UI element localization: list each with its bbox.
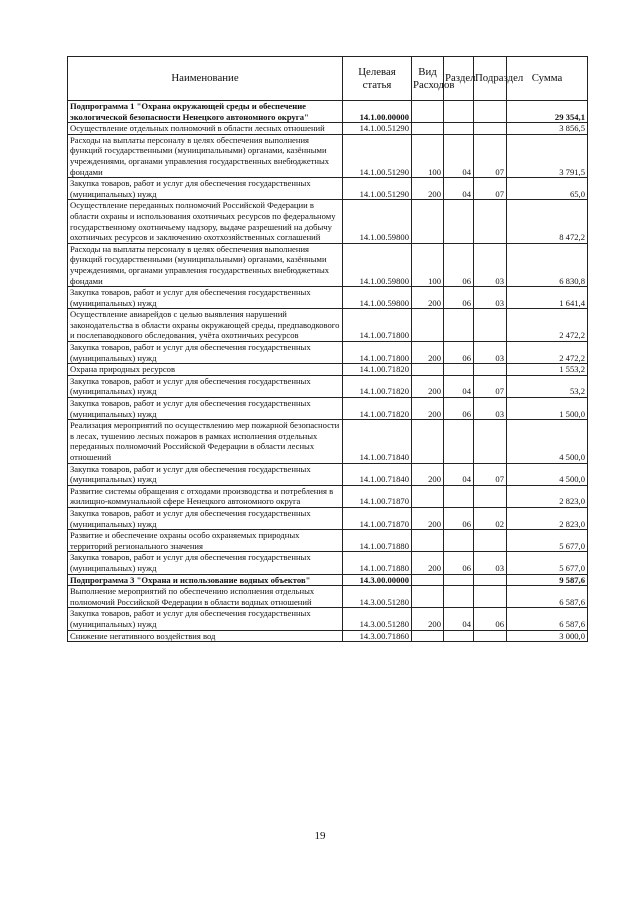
cell-razdel: [444, 420, 474, 463]
cell-razdel: 06: [444, 287, 474, 309]
cell-razdel: 06: [444, 342, 474, 364]
table-row: [68, 342, 588, 364]
cell-razdel: [444, 123, 474, 135]
cell-podrazdel: 03: [474, 342, 507, 364]
cell-summa: 4 500,0: [507, 463, 588, 485]
table-row: [68, 364, 588, 376]
cell-podrazdel: 07: [474, 178, 507, 200]
header-target: Целевая статья: [343, 57, 412, 101]
cell-podrazdel: [474, 586, 507, 608]
table-row: [68, 398, 588, 420]
cell-summa: 2 472,2: [507, 342, 588, 364]
cell-name: Осуществление отдельных полномочий в области лесных отношений: [68, 123, 343, 135]
cell-name: Развитие и обеспечение охраны особо охраняемых природных территорий регионального значения: [68, 530, 343, 552]
cell-razdel: 04: [444, 178, 474, 200]
cell-summa: 1 553,2: [507, 364, 588, 376]
cell-razdel: [444, 485, 474, 507]
cell-summa: 29 354,1: [507, 101, 588, 123]
cell-name: Расходы на выплаты персоналу в целях обеспечения выполнения функций государственными (муниципальными) органами, казёнными учреждениями, органами управления государственных внебюджетных фондами: [68, 243, 343, 286]
cell-vid: 200: [412, 398, 444, 420]
cell-name: Закупка товаров, работ и услуг для обеспечения государственных (муниципальных) нужд: [68, 398, 343, 420]
cell-name: Подпрограмма 1 "Охрана окружающей среды и обеспечение экологической безопасности Ненецкого автономного округа": [68, 101, 343, 123]
table-row: [68, 200, 588, 243]
cell-name: Осуществление авиарейдов с целью выявления нарушений законодательства в области охраны окружающей среды, предпаводкового и послепаводкового обследования, учёта охотничьих ресурсов: [68, 309, 343, 342]
cell-razdel: [444, 309, 474, 342]
cell-target-code: 14.1.00.51290: [343, 123, 412, 135]
cell-podrazdel: 07: [474, 134, 507, 177]
cell-target-code: 14.1.00.59800: [343, 287, 412, 309]
cell-target-code: 14.1.00.71880: [343, 530, 412, 552]
cell-name: Осуществление переданных полномочий Российской Федерации в области охраны и использования охотничьих ресурсов по федеральному государственному охотничьему надзору, выдаче разрешений на добычу охотничьих ресурсов и заключению охотхозяйственных соглашений: [68, 200, 343, 243]
table-row: [68, 309, 588, 342]
cell-summa: 5 677,0: [507, 530, 588, 552]
cell-razdel: [444, 200, 474, 243]
table-row: [68, 608, 588, 630]
table-row: [68, 243, 588, 286]
cell-podrazdel: [474, 485, 507, 507]
cell-summa: 3 000,0: [507, 630, 588, 642]
cell-target-code: 14.1.00.71820: [343, 364, 412, 376]
cell-name: Закупка товаров, работ и услуг для обеспечения государственных (муниципальных) нужд: [68, 287, 343, 309]
table-row: [68, 287, 588, 309]
cell-target-code: 14.1.00.51290: [343, 178, 412, 200]
header-razdel: Раздел: [444, 57, 474, 101]
cell-summa: 6 830,8: [507, 243, 588, 286]
cell-podrazdel: 07: [474, 463, 507, 485]
cell-podrazdel: [474, 420, 507, 463]
cell-razdel: [444, 101, 474, 123]
table-row: [68, 586, 588, 608]
cell-razdel: [444, 530, 474, 552]
cell-vid: 200: [412, 178, 444, 200]
cell-podrazdel: [474, 101, 507, 123]
cell-podrazdel: [474, 630, 507, 642]
cell-summa: 9 587,6: [507, 574, 588, 586]
table-row: [68, 530, 588, 552]
cell-summa: 2 823,0: [507, 485, 588, 507]
cell-name: Закупка товаров, работ и услуг для обеспечения государственных (муниципальных) нужд: [68, 342, 343, 364]
cell-razdel: 04: [444, 463, 474, 485]
cell-vid: 100: [412, 134, 444, 177]
cell-summa: 6 587,6: [507, 608, 588, 630]
cell-name: Закупка товаров, работ и услуг для обеспечения государственных (муниципальных) нужд: [68, 463, 343, 485]
cell-summa: 3 856,5: [507, 123, 588, 135]
cell-summa: 2 472,2: [507, 309, 588, 342]
cell-podrazdel: 07: [474, 375, 507, 397]
cell-summa: 6 587,6: [507, 586, 588, 608]
cell-razdel: 06: [444, 398, 474, 420]
cell-razdel: 04: [444, 134, 474, 177]
cell-name: Закупка товаров, работ и услуг для обеспечения государственных (муниципальных) нужд: [68, 552, 343, 574]
cell-target-code: 14.1.00.71840: [343, 420, 412, 463]
cell-vid: [412, 574, 444, 586]
page-number: 19: [314, 830, 326, 842]
cell-target-code: 14.1.00.71800: [343, 342, 412, 364]
table-row: [68, 123, 588, 135]
header-vid: Вид Расходов: [412, 57, 444, 101]
cell-name: Закупка товаров, работ и услуг для обеспечения государственных (муниципальных) нужд: [68, 608, 343, 630]
cell-razdel: [444, 364, 474, 376]
cell-podrazdel: [474, 530, 507, 552]
cell-vid: [412, 364, 444, 376]
cell-podrazdel: [474, 574, 507, 586]
cell-razdel: 06: [444, 507, 474, 529]
cell-vid: [412, 309, 444, 342]
cell-vid: [412, 630, 444, 642]
cell-podrazdel: [474, 309, 507, 342]
cell-vid: 200: [412, 608, 444, 630]
table-row: [68, 574, 588, 586]
cell-vid: 200: [412, 507, 444, 529]
header-podrazdel: Подраздел: [474, 57, 507, 101]
cell-vid: 100: [412, 243, 444, 286]
cell-summa: 1 641,4: [507, 287, 588, 309]
cell-target-code: 14.1.00.59800: [343, 243, 412, 286]
table-row: [68, 463, 588, 485]
cell-podrazdel: 06: [474, 608, 507, 630]
table-row: [68, 101, 588, 123]
cell-summa: 5 677,0: [507, 552, 588, 574]
cell-target-code: 14.3.00.00000: [343, 574, 412, 586]
cell-vid: 200: [412, 342, 444, 364]
cell-vid: [412, 485, 444, 507]
cell-summa: 1 500,0: [507, 398, 588, 420]
table-row: [68, 134, 588, 177]
cell-razdel: 04: [444, 375, 474, 397]
cell-target-code: 14.3.00.51280: [343, 608, 412, 630]
cell-summa: 53,2: [507, 375, 588, 397]
cell-razdel: [444, 630, 474, 642]
cell-vid: [412, 420, 444, 463]
cell-target-code: 14.1.00.71870: [343, 485, 412, 507]
cell-vid: [412, 530, 444, 552]
table-row: [68, 178, 588, 200]
cell-name: Развитие системы обращения с отходами производства и потребления в жилищно-коммунальной сфере Ненецкого автономного округа: [68, 485, 343, 507]
cell-podrazdel: 03: [474, 552, 507, 574]
cell-target-code: 14.1.00.71820: [343, 398, 412, 420]
cell-name: Выполнение мероприятий по обеспечению исполнения отдельных полномочий Российской Федерации в области водных отношений: [68, 586, 343, 608]
cell-name: Снижение негативного воздействия вод: [68, 630, 343, 642]
cell-razdel: 06: [444, 552, 474, 574]
cell-podrazdel: 02: [474, 507, 507, 529]
cell-name: Закупка товаров, работ и услуг для обеспечения государственных (муниципальных) нужд: [68, 375, 343, 397]
budget-table: [67, 56, 588, 642]
cell-summa: 3 791,5: [507, 134, 588, 177]
cell-vid: [412, 586, 444, 608]
cell-razdel: [444, 574, 474, 586]
table-row: [68, 375, 588, 397]
cell-target-code: 14.3.00.71860: [343, 630, 412, 642]
table-row: [68, 485, 588, 507]
cell-target-code: 14.1.00.71840: [343, 463, 412, 485]
cell-podrazdel: 03: [474, 287, 507, 309]
cell-target-code: 14.1.00.71870: [343, 507, 412, 529]
cell-target-code: 14.1.00.00000: [343, 101, 412, 123]
cell-target-code: 14.1.00.59800: [343, 200, 412, 243]
cell-razdel: [444, 586, 474, 608]
cell-target-code: 14.1.00.71880: [343, 552, 412, 574]
cell-podrazdel: [474, 200, 507, 243]
cell-summa: 8 472,2: [507, 200, 588, 243]
header-name: Наименование: [68, 57, 343, 101]
cell-name: Закупка товаров, работ и услуг для обеспечения государственных (муниципальных) нужд: [68, 178, 343, 200]
cell-name: Закупка товаров, работ и услуг для обеспечения государственных (муниципальных) нужд: [68, 507, 343, 529]
table-header-row: [68, 57, 588, 101]
cell-vid: 200: [412, 463, 444, 485]
header-summa: Сумма: [507, 57, 588, 101]
cell-summa: 4 500,0: [507, 420, 588, 463]
cell-name: Охрана природных ресурсов: [68, 364, 343, 376]
cell-target-code: 14.3.00.51280: [343, 586, 412, 608]
cell-podrazdel: [474, 123, 507, 135]
cell-podrazdel: 03: [474, 398, 507, 420]
table-row: [68, 630, 588, 642]
cell-target-code: 14.1.00.71820: [343, 375, 412, 397]
table-row: [68, 420, 588, 463]
cell-vid: [412, 101, 444, 123]
cell-target-code: 14.1.00.71800: [343, 309, 412, 342]
cell-vid: 200: [412, 287, 444, 309]
cell-razdel: 04: [444, 608, 474, 630]
cell-summa: 65,0: [507, 178, 588, 200]
cell-vid: 200: [412, 552, 444, 574]
cell-vid: [412, 123, 444, 135]
table-row: [68, 507, 588, 529]
cell-podrazdel: 03: [474, 243, 507, 286]
cell-podrazdel: [474, 364, 507, 376]
cell-name: Подпрограмма 3 "Охрана и использование водных объектов": [68, 574, 343, 586]
cell-vid: [412, 200, 444, 243]
cell-name: Расходы на выплаты персоналу в целях обеспечения выполнения функций государственными (муниципальными) органами, казёнными учреждениями, органами управления государственных внебюджетных фондами: [68, 134, 343, 177]
cell-name: Реализация мероприятий по осуществлению мер пожарной безопасности в лесах, тушению лесных пожаров в рамках исполнения отдельных переданных полномочий Российской Федерации в области лесных отношений: [68, 420, 343, 463]
cell-summa: 2 823,0: [507, 507, 588, 529]
table-body: [68, 101, 588, 642]
cell-target-code: 14.1.00.51290: [343, 134, 412, 177]
cell-razdel: 06: [444, 243, 474, 286]
cell-vid: 200: [412, 375, 444, 397]
table-row: [68, 552, 588, 574]
